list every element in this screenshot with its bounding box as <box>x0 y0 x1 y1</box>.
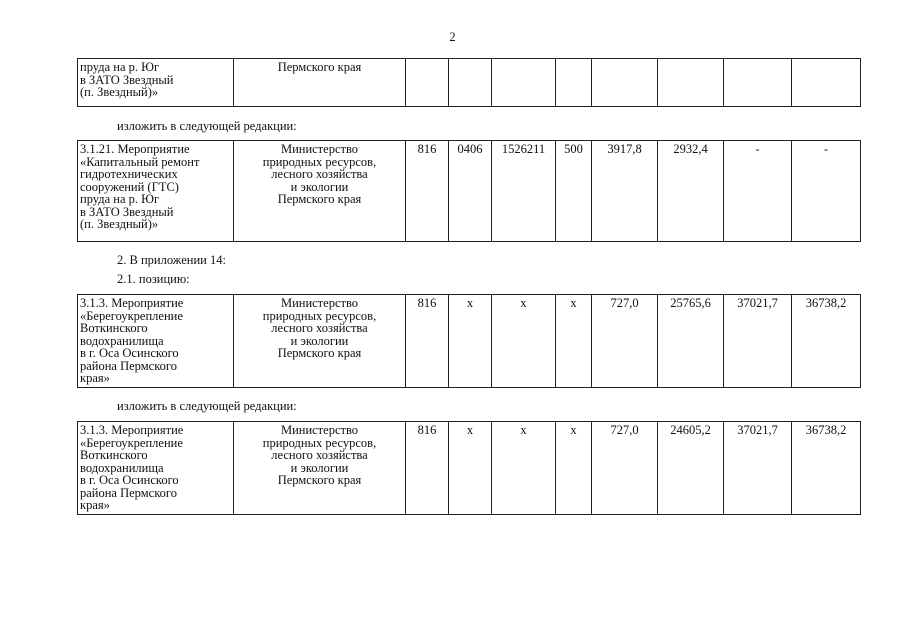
text-line: 3.1.3. Мероприятие <box>80 296 184 310</box>
text-line: пруда на р. Юг <box>80 192 160 206</box>
text-line: Воткинского <box>80 321 148 335</box>
responsible-cell <box>234 141 406 242</box>
value-cell <box>658 59 724 107</box>
table-row <box>78 295 861 388</box>
value-cell: - <box>792 141 861 242</box>
text-line: и экологии <box>290 460 349 475</box>
measure-name-cell <box>78 295 234 388</box>
value-cell: 727,0 <box>592 295 658 388</box>
text-line: в г. Оса Осинского <box>80 473 179 487</box>
text-line: в г. Оса Осинского <box>80 346 179 360</box>
responsible-cell <box>234 422 406 515</box>
value-cell: 816 <box>406 422 449 515</box>
text-line: Министерство <box>280 296 359 310</box>
text-line: лесного хозяйства <box>271 448 368 462</box>
value-cell: х <box>492 295 556 388</box>
text-line: и экологии <box>290 179 349 194</box>
text-line: района Пермского <box>80 485 177 500</box>
value-cell <box>792 59 861 107</box>
text-line: «Берегоукрепление <box>80 308 183 323</box>
text-line: водохранилища <box>80 333 164 348</box>
text-line: Министерство <box>280 142 359 156</box>
value-cell <box>492 59 556 107</box>
table-row <box>78 422 861 515</box>
text-line: природных ресурсов, <box>262 154 377 169</box>
measure-name-cell <box>78 59 234 107</box>
value-cell: 36738,2 <box>792 295 861 388</box>
text-line: (п. Звездный)» <box>80 217 159 231</box>
value-cell: 24605,2 <box>658 422 724 515</box>
text-line: Пермского края <box>277 60 362 74</box>
value-cell: 816 <box>406 141 449 242</box>
table-new-edition-3-1-21 <box>77 140 861 242</box>
text-line: в ЗАТО Звездный <box>80 72 174 87</box>
text-line: «Берегоукрепление <box>80 435 183 450</box>
value-cell: х <box>492 422 556 515</box>
text-line: природных ресурсов, <box>262 435 377 450</box>
text-line: Пермского края <box>277 473 362 487</box>
text-line: Воткинского <box>80 448 148 462</box>
table-new-edition-3-1-3 <box>77 421 861 515</box>
section-heading: 2. В приложении 14: <box>117 253 226 267</box>
table-old-position-3-1-3 <box>77 294 861 388</box>
measure-name-cell <box>78 141 234 242</box>
value-cell: - <box>724 141 792 242</box>
value-cell: 500 <box>556 141 592 242</box>
value-cell: х <box>556 295 592 388</box>
responsible-cell <box>234 59 406 107</box>
value-cell: 1526211 <box>492 141 556 242</box>
subsection-heading: 2.1. позицию: <box>117 272 190 286</box>
text-line: и экологии <box>290 333 349 348</box>
text-line: водохранилища <box>80 460 164 475</box>
text-line: Министерство <box>280 423 359 437</box>
text-line: лесного хозяйства <box>271 167 368 181</box>
value-cell: 2932,4 <box>658 141 724 242</box>
value-cell: 36738,2 <box>792 422 861 515</box>
value-cell: 727,0 <box>592 422 658 515</box>
text-line: «Капитальный ремонт <box>80 154 200 169</box>
value-cell: 0406 <box>449 141 492 242</box>
text-line: Пермского края <box>277 346 362 360</box>
text-line: в ЗАТО Звездный <box>80 204 174 219</box>
value-cell <box>556 59 592 107</box>
text-line: края» <box>80 371 110 385</box>
text-line: пруда на р. Юг <box>80 60 160 74</box>
instruction-text: изложить в следующей редакции: <box>117 399 297 413</box>
value-cell <box>724 59 792 107</box>
value-cell <box>449 59 492 107</box>
text-line: сооружений (ГТС) <box>80 179 179 194</box>
text-line: района Пермского <box>80 358 177 373</box>
table-row <box>78 141 861 242</box>
value-cell: х <box>556 422 592 515</box>
value-cell: 37021,7 <box>724 422 792 515</box>
text-line: (п. Звездный)» <box>80 85 159 99</box>
text-line: Пермского края <box>277 192 362 206</box>
value-cell <box>592 59 658 107</box>
measure-name-cell <box>78 422 234 515</box>
table-continuation <box>77 58 861 107</box>
value-cell: 816 <box>406 295 449 388</box>
text-line: лесного хозяйства <box>271 321 368 335</box>
text-line: 3.1.3. Мероприятие <box>80 423 184 437</box>
value-cell: 37021,7 <box>724 295 792 388</box>
value-cell: 3917,8 <box>592 141 658 242</box>
value-cell: 25765,6 <box>658 295 724 388</box>
value-cell <box>406 59 449 107</box>
text-line: природных ресурсов, <box>262 308 377 323</box>
text-line: 3.1.21. Мероприятие <box>80 142 190 156</box>
responsible-cell <box>234 295 406 388</box>
page-number: 2 <box>449 30 456 44</box>
instruction-text: изложить в следующей редакции: <box>117 119 297 133</box>
table-row <box>78 59 861 107</box>
text-line: края» <box>80 498 110 512</box>
value-cell: х <box>449 295 492 388</box>
value-cell: х <box>449 422 492 515</box>
text-line: гидротехнических <box>80 167 178 181</box>
